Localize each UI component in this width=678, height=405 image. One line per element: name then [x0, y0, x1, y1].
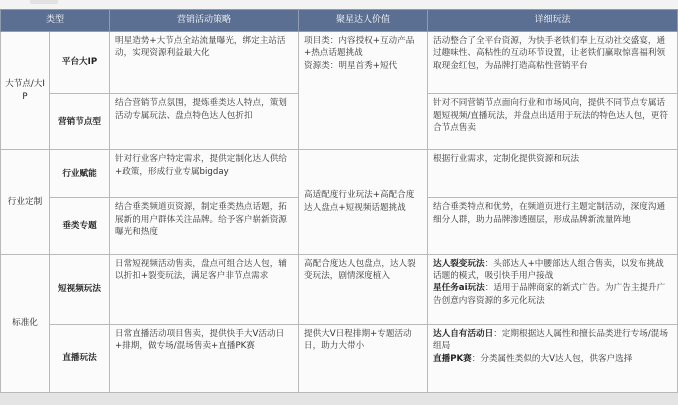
header-value: 聚星达人价值 — [299, 10, 428, 32]
cell-detail: 针对不同营销节点面向行业和市场风向，提供不同节点专属话题短视频/直播玩法，并盘点出适用于玩法的特色达人包，更符合节点售卖 — [428, 94, 678, 150]
cell-strategy: 明星造势+大节点全站流量曝光，绑定主站活动，实现资源利益最大化 — [110, 32, 299, 94]
detail-text: ：头部达人+中腰部达人组合售卖，以发布挑战话题的模式，吸引快手用户接战 — [433, 258, 664, 282]
table-row — [1, 324, 678, 392]
cropped-text-fragment — [30, 0, 58, 4]
cell-strategy: 针对行业客户特定需求，提供定制化达人供给+政策，形成行业专属bigday — [110, 150, 299, 198]
marketing-strategy-table — [0, 9, 678, 393]
detail-bold-label: 星任务ai玩法 — [433, 283, 485, 294]
cell-detail — [428, 324, 678, 392]
detail-bold-label: 直播PK赛 — [433, 353, 472, 364]
cell-detail — [428, 254, 678, 324]
cell-detail: 根据行业需求，定制化提供资源和玩法 — [428, 150, 678, 198]
cell-strategy: 日常直播活动项目售卖，提供快手大V活动日+排期，做专场/混场售卖+直播PK赛 — [110, 324, 299, 392]
cell-detail: 活动整合了全平台资源，为快手老铁们奉上互动社交盛宴，通过趣味性、高粘性的互动环节设置，让老铁们赢取惊喜福利领取现金红包，为品牌打造高粘性营销平台 — [428, 32, 678, 94]
cropped-bottom-strip — [0, 393, 678, 405]
table-row — [1, 150, 678, 198]
cell-strategy: 结合营销节点氛围，提炼垂类达人特点，策划活动专属玩法、盘点特色达人包折扣 — [110, 94, 299, 150]
table-header-row — [1, 10, 678, 32]
sub-vertical-topic: 垂类专题 — [50, 198, 110, 254]
detail-text: ：适用于品牌商家的新式广告。为广告主提升广告创意内容资源的多元化玩法 — [433, 283, 666, 306]
group-standard: 标准化 — [1, 254, 50, 392]
detail-text: ：分类属性类似的大V达人包，供客户选择 — [471, 353, 633, 364]
strategy-table-container — [0, 9, 677, 393]
detail-bold-label: 达人自有活动日 — [433, 328, 494, 339]
detail-bold-label: 达人裂变玩法 — [433, 258, 485, 269]
sub-live: 直播玩法 — [50, 324, 110, 392]
cell-detail: 结合垂类特点和优势，在频道页进行主题定制活动，深度沟通细分人群，助力品牌渗透圈层，形成品牌新流量阵地 — [428, 198, 678, 254]
cell-strategy: 日常短视频活动售卖，盘点可组合达人包，辅以折扣+裂变玩法，满足客户非节点需求 — [110, 254, 299, 324]
header-type: 类型 — [1, 10, 110, 32]
detail-text: ：定期根据达人属性和擅长品类进行专场/混场组局 — [433, 328, 668, 352]
sub-industry-empower: 行业赋能 — [50, 150, 110, 198]
cell-strategy: 结合垂类频道页资源，制定垂类热点话题，拓展新的用户群体关注品牌。给予客户崭新资源曝光和热度 — [110, 198, 299, 254]
header-strategy: 营销活动策略 — [110, 10, 299, 32]
header-detail: 详细玩法 — [428, 10, 678, 32]
sub-marketing-node: 营销节点型 — [50, 94, 110, 150]
cell-value: 高配合度达人包盘点，达人裂变玩法，剧情深度植入 — [299, 254, 428, 324]
table-row — [1, 254, 678, 324]
table-row — [1, 32, 678, 94]
cell-value: 项目类：内容授权+互动产品+热点话题挑战 资源类：明星首秀+短代 — [299, 32, 428, 150]
group-custom: 行业定制 — [1, 150, 50, 254]
cell-value: 提供大V日程排期+专题活动日，助力大带小 — [299, 324, 428, 392]
cell-value: 高适配度行业玩法+高配合度达人盘点+短视频话题挑战 — [299, 150, 428, 254]
group-big-ip: 大节点/大IP — [1, 32, 50, 150]
sub-platform-ip: 平台大IP — [50, 32, 110, 94]
sub-short-video: 短视频玩法 — [50, 254, 110, 324]
